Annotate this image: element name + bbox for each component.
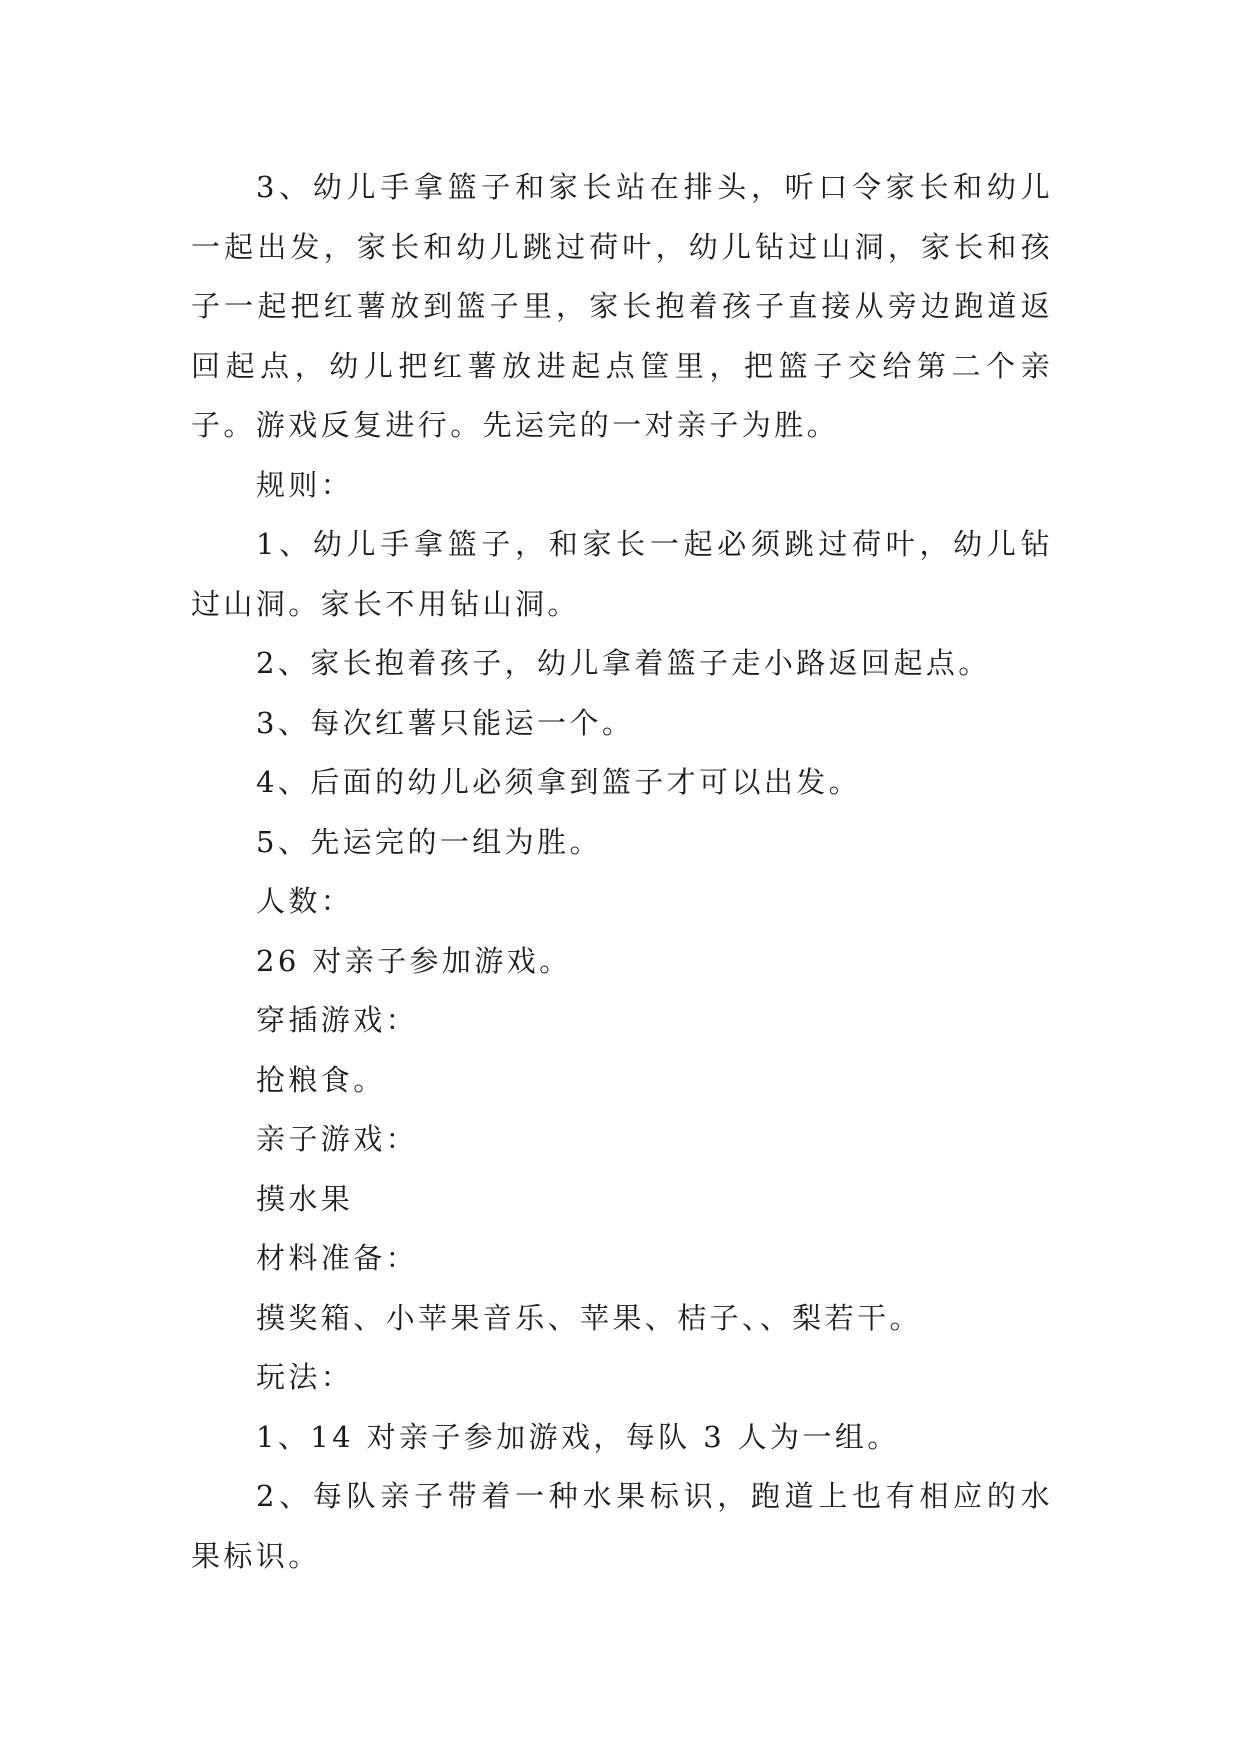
participants-text: 26 对亲子参加游戏。 xyxy=(256,943,572,978)
heading-interlude-game: 穿插游戏： xyxy=(256,1003,419,1037)
parent-child-game-name: 摸水果 xyxy=(256,1181,354,1216)
heading-how-to-play: 玩法： xyxy=(256,1360,354,1394)
heading-rules: 规则： xyxy=(256,467,354,502)
paragraph-relay-game-description: 3、幼儿手拿篮子和家长站在排头，听口令家长和幼儿一起出发，家长和幼儿跳过荷叶，幼儿钻过山洞，家长和孩子一起把红薯放到篮子里，家长抱着孩子直接从旁边跑道返回起点，幼儿把红薯放进起点筐里，把篮子交给第二个亲子。游戏反复进行。先运完的一对亲子为胜。 xyxy=(191,170,1053,442)
rule-item-3: 3、每次红薯只能运一个。 xyxy=(256,705,635,740)
heading-participants: 人数： xyxy=(256,884,354,918)
rule-item-5: 5、先运完的一组为胜。 xyxy=(256,824,602,859)
rule-item-1: 1、幼儿手拿篮子，和家长一起必须跳过荷叶，幼儿钻过山洞。家长不用钻山洞。 xyxy=(191,527,1053,621)
interlude-game-name: 抢粮食。 xyxy=(256,1062,386,1097)
heading-parent-child-game: 亲子游戏： xyxy=(256,1122,419,1156)
rule-item-2: 2、家长抱着孩子，幼儿拿着篮子走小路返回起点。 xyxy=(256,646,991,680)
heading-materials: 材料准备： xyxy=(256,1241,419,1275)
document-page xyxy=(191,158,1053,1586)
how-to-play-item-2: 2、每队亲子带着一种水果标识，跑道上也有相应的水果标识。 xyxy=(191,1479,1053,1573)
materials-text: 摸奖箱、小苹果音乐、苹果、桔子、、梨若干。 xyxy=(256,1300,922,1335)
rule-item-4: 4、后面的幼儿必须拿到篮子才可以出发。 xyxy=(256,765,862,799)
how-to-play-item-1: 1、14 对亲子参加游戏，每队 3 人为一组。 xyxy=(256,1419,900,1454)
